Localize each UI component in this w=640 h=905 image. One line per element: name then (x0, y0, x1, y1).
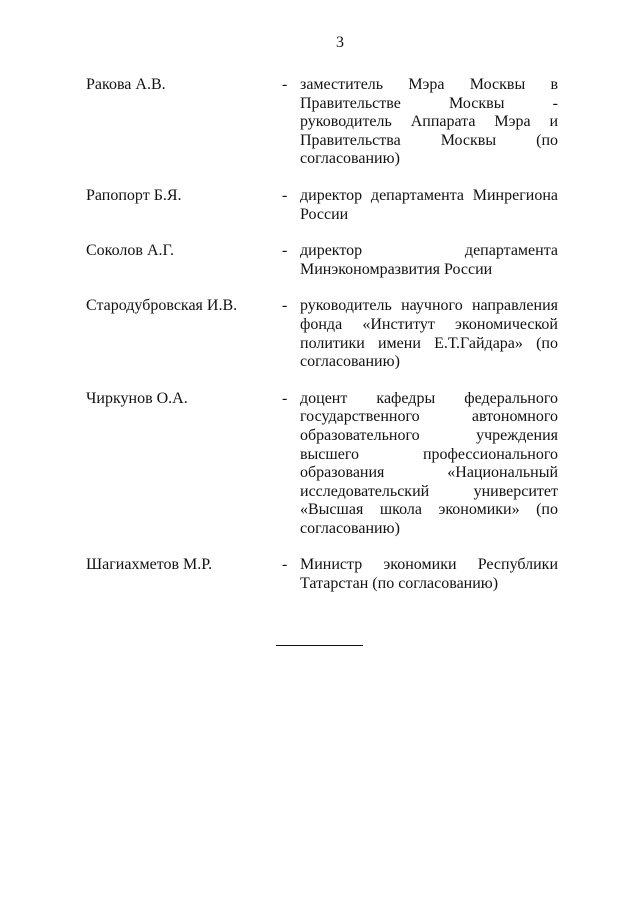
member-name: Чиркунов О.А. (86, 389, 188, 407)
dash-separator: - (282, 556, 288, 574)
list-item (86, 556, 558, 593)
member-name: Шагиахметов М.Р. (86, 556, 213, 574)
list-item (86, 187, 558, 224)
member-list (86, 76, 558, 612)
member-name: Соколов А.Г. (86, 242, 174, 260)
member-name: Стародубровская И.В. (86, 297, 238, 315)
member-name: Рапопорт Б.Я. (86, 186, 182, 204)
dash-separator: - (282, 389, 288, 407)
list-item (86, 390, 558, 539)
dash-separator: - (282, 76, 288, 93)
list-item (86, 76, 558, 169)
page-number: 3 (336, 34, 344, 51)
list-item (86, 242, 558, 279)
member-role: заместитель Мэра Москвы в Правительстве Москвы - руководитель Аппарата Мэра и Правительства Москвы (по согласованию) (300, 76, 558, 168)
member-name: Ракова А.В. (86, 76, 166, 93)
dash-separator: - (282, 242, 288, 260)
member-role: директор департамента Минрегиона России (300, 186, 558, 223)
list-item (86, 297, 558, 371)
end-separator-line (276, 645, 363, 646)
member-role: руководитель научного направления фонда «Институт экономической политики имени Е.Т.Гайдара» (по согласованию) (300, 297, 558, 371)
dash-separator: - (282, 297, 288, 315)
member-role: директор департамента Минэкономразвития России (300, 242, 558, 278)
member-role: доцент кафедры федерального государственного автономного образовательного учреждения высшего профессионального образования «Национальный исследовательский университет «Высшая школа экономики» (по согласованию) (300, 389, 558, 537)
member-role: Министр экономики Республики Татарстан (по согласованию) (300, 556, 558, 593)
dash-separator: - (282, 186, 288, 204)
